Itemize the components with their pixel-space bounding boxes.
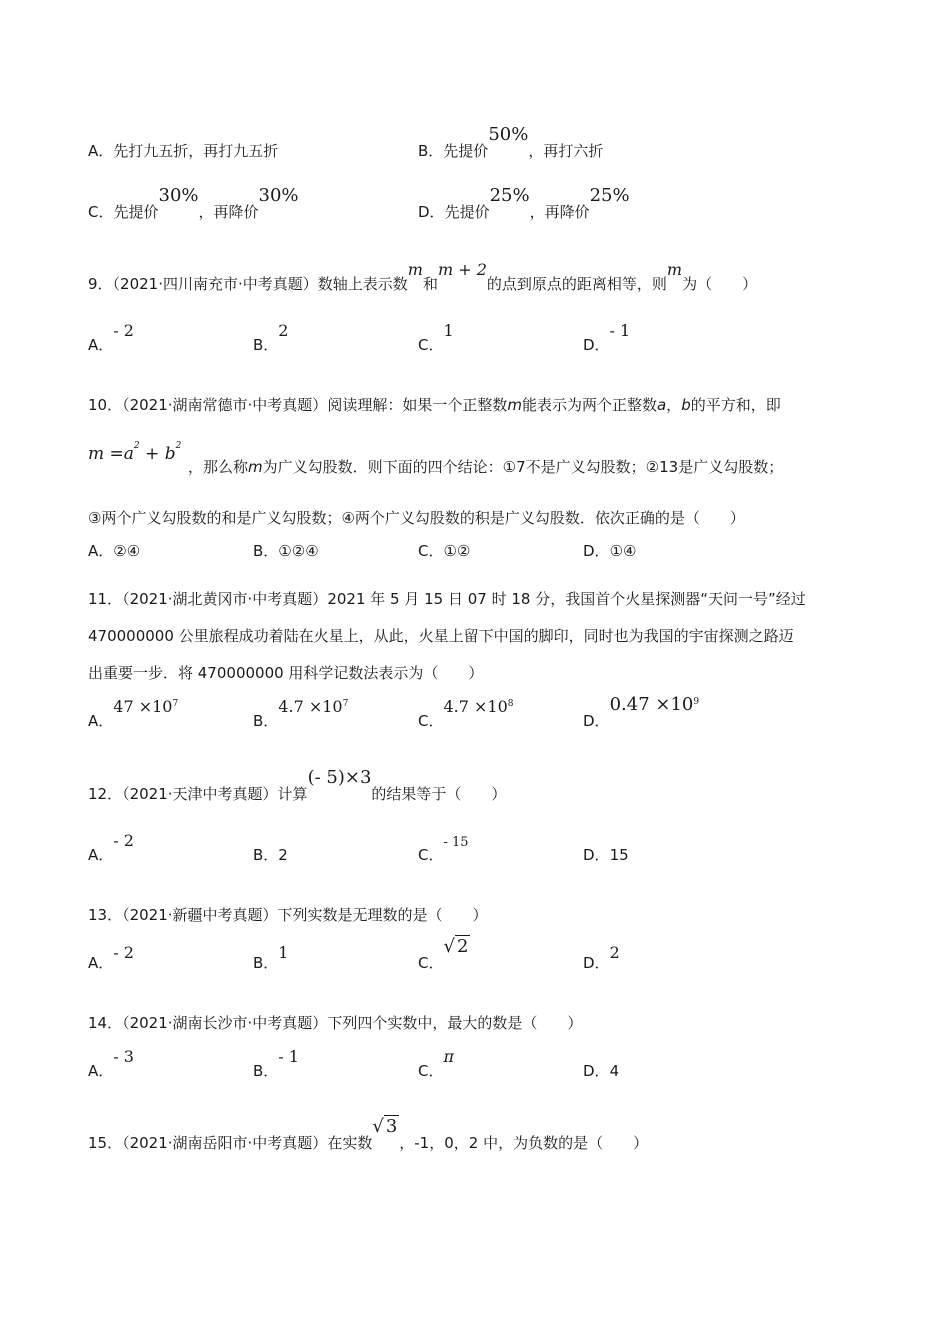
sqrt-symbol: √ 2 xyxy=(443,936,469,957)
q10-stem-line2: ，那么称m为广义勾股数．则下面的四个结论：①7不是广义勾股数；②13是广义勾股数； xyxy=(188,458,784,476)
q13-option-b: B．1 xyxy=(253,943,289,972)
q10-option-b: B．①②④ xyxy=(253,542,319,560)
q11-option-a: A．$47 \times 10^7$ xyxy=(88,697,179,730)
q11-stem-line3: 出重要一步．将 470000000 用科学记数法表示为（ ） xyxy=(88,664,484,682)
q8-option-d: D．先提价25%，再降价25% xyxy=(418,185,630,221)
q12-option-d: D．15 xyxy=(583,846,629,864)
q14-option-c: C．π xyxy=(418,1047,454,1080)
q11-option-b: B．$4.7 \times 10^7$ xyxy=(253,697,349,730)
q14-option-d: D．4 xyxy=(583,1062,620,1080)
q11-stem-line2: 470000000 公里旅程成功着陆在火星上，从此，火星上留下中国的脚印，同时也为我国的宇宙探测之路迈 xyxy=(88,627,794,645)
q9-option-b: B．2 xyxy=(253,321,289,354)
q11-option-d: D．$0.47 \times 10^9$ xyxy=(583,694,700,730)
q9-option-c: C．1 xyxy=(418,321,454,354)
q12-option-c: C．- 15 xyxy=(418,835,469,864)
q8-option-b: B．先提价50%，再打六折 xyxy=(418,124,604,160)
sqrt-symbol: √ 3 xyxy=(372,1116,398,1137)
q10-option-d: D．①④ xyxy=(583,542,637,560)
q12-option-a: A．- 2 xyxy=(88,831,134,864)
q11-option-c: C．$4.7 \times 10^8$ xyxy=(418,697,514,730)
q8-option-c: C．先提价30%，再降价30% xyxy=(88,185,299,221)
q9-option-d: D．- 1 xyxy=(583,321,631,354)
q13-option-a: A．- 2 xyxy=(88,943,134,972)
q13-option-d: D．2 xyxy=(583,943,620,972)
q15-stem: 15．（2021·湖南岳阳市·中考真题）在实数√ 3，-1，0，2 中，为负数的是（ ） xyxy=(88,1116,649,1152)
q9-option-a: A．- 2 xyxy=(88,321,134,354)
q12-option-b: B．2 xyxy=(253,846,288,864)
q9-stem: 9．（2021·四川南充市·中考真题）数轴上表示数m和m + 2的点到原点的距离相等，则m为（ ） xyxy=(88,260,758,293)
q10-equation: $m =a^2 + b^2$ xyxy=(88,441,182,464)
q14-stem: 14．（2021·湖南长沙市·中考真题）下列四个实数中，最大的数是（ ） xyxy=(88,1014,583,1032)
q10-option-a: A．②④ xyxy=(88,542,141,560)
q13-stem: 13．（2021·新疆中考真题）下列实数是无理数的是（ ） xyxy=(88,906,488,924)
q10-stem-line3: ③两个广义勾股数的和是广义勾股数；④两个广义勾股数的积是广义勾股数．依次正确的是（ ） xyxy=(88,509,745,527)
q14-option-b: B．- 1 xyxy=(253,1047,299,1080)
q10-option-c: C．①② xyxy=(418,542,471,560)
q11-stem-line1: 11．（2021·湖北黄冈市·中考真题）2021 年 5 月 15 日 07 时 18 分，我国首个火星探测器“天问一号”经过 xyxy=(88,590,806,608)
q12-stem: 12．（2021·天津中考真题）计算(- 5)×3的结果等于（ ） xyxy=(88,767,507,803)
q8-option-a: A．先打九五折，再打九五折 xyxy=(88,142,279,160)
q10-stem-line1: 10．（2021·湖南常德市·中考真题）阅读理解：如果一个正整数m能表示为两个正整数a，b的平方和，即 xyxy=(88,396,781,414)
q13-option-c: C．√ 2 xyxy=(418,936,469,972)
q14-option-a: A．- 3 xyxy=(88,1047,134,1080)
